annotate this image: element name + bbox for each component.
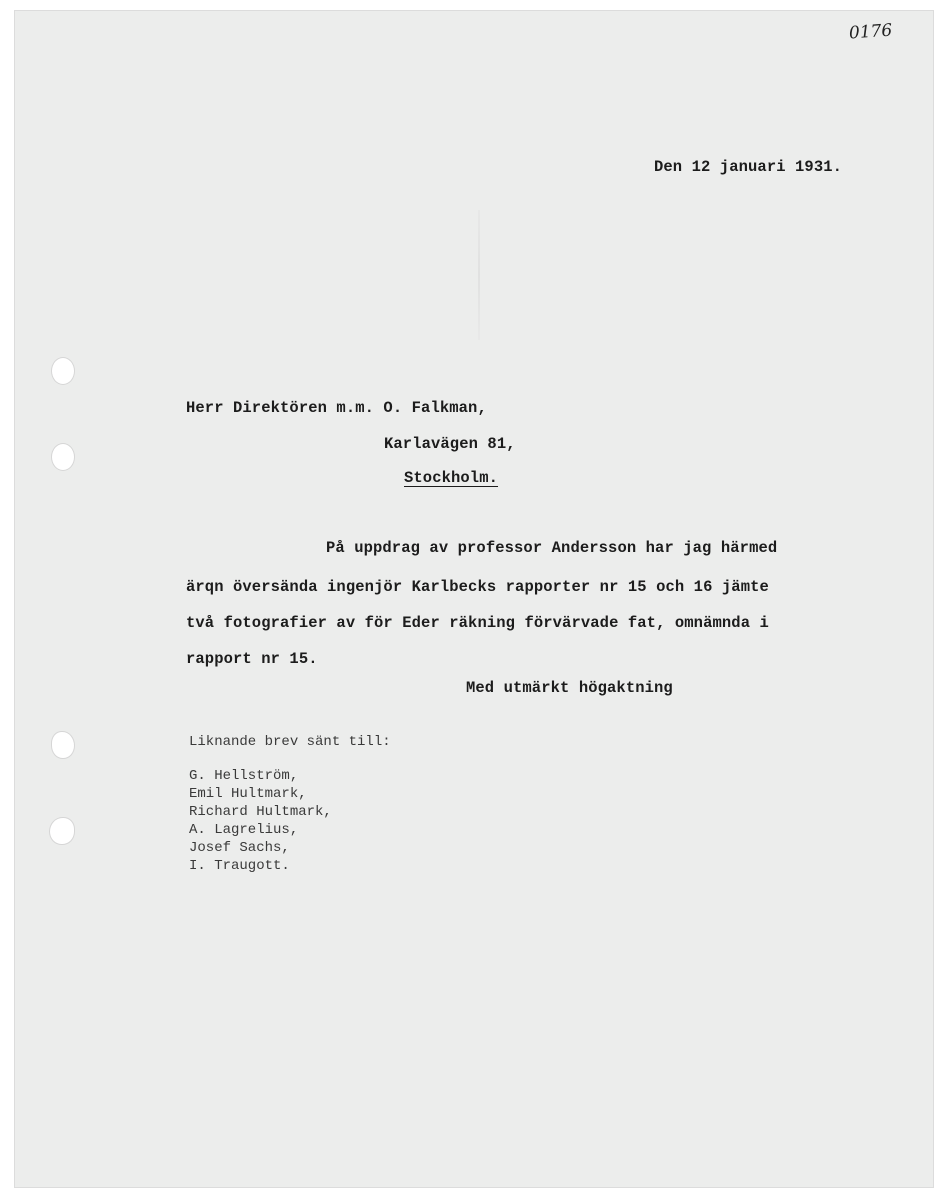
punch-hole [52,358,74,384]
body-line: rapport nr 15. [186,650,318,668]
cc-recipient: Emil Hultmark, [189,786,307,802]
closing-phrase: Med utmärkt högaktning [466,679,673,697]
punch-hole [50,818,74,844]
cc-recipient: Josef Sachs, [189,840,290,856]
recipient-city: Stockholm. [404,469,499,487]
archive-number: 0176 [848,20,893,44]
punch-hole [52,444,74,470]
punch-hole [52,732,74,758]
recipient-street: Karlavägen 81, [384,435,516,453]
cc-heading: Liknande brev sänt till: [189,734,391,750]
body-line: På uppdrag av professor Andersson har jag härmed [326,539,778,557]
pencil-mark [478,210,480,340]
cc-recipient: A. Lagrelius, [189,822,299,838]
cc-recipient: G. Hellström, [189,768,299,784]
body-line: två fotografier av för Eder räkning förvärvade fat, omnämnda i [186,614,769,632]
recipient-name: Herr Direktören m.m. O. Falkman, [186,399,487,417]
letter-page [14,10,934,1188]
cc-recipient: Richard Hultmark, [189,804,332,820]
cc-recipient: I. Traugott. [189,858,290,874]
body-line: ärqn översända ingenjör Karlbecks rapporter nr 15 och 16 jämte [186,578,769,596]
cc-list [189,767,332,875]
letter-date: Den 12 januari 1931. [654,158,843,176]
